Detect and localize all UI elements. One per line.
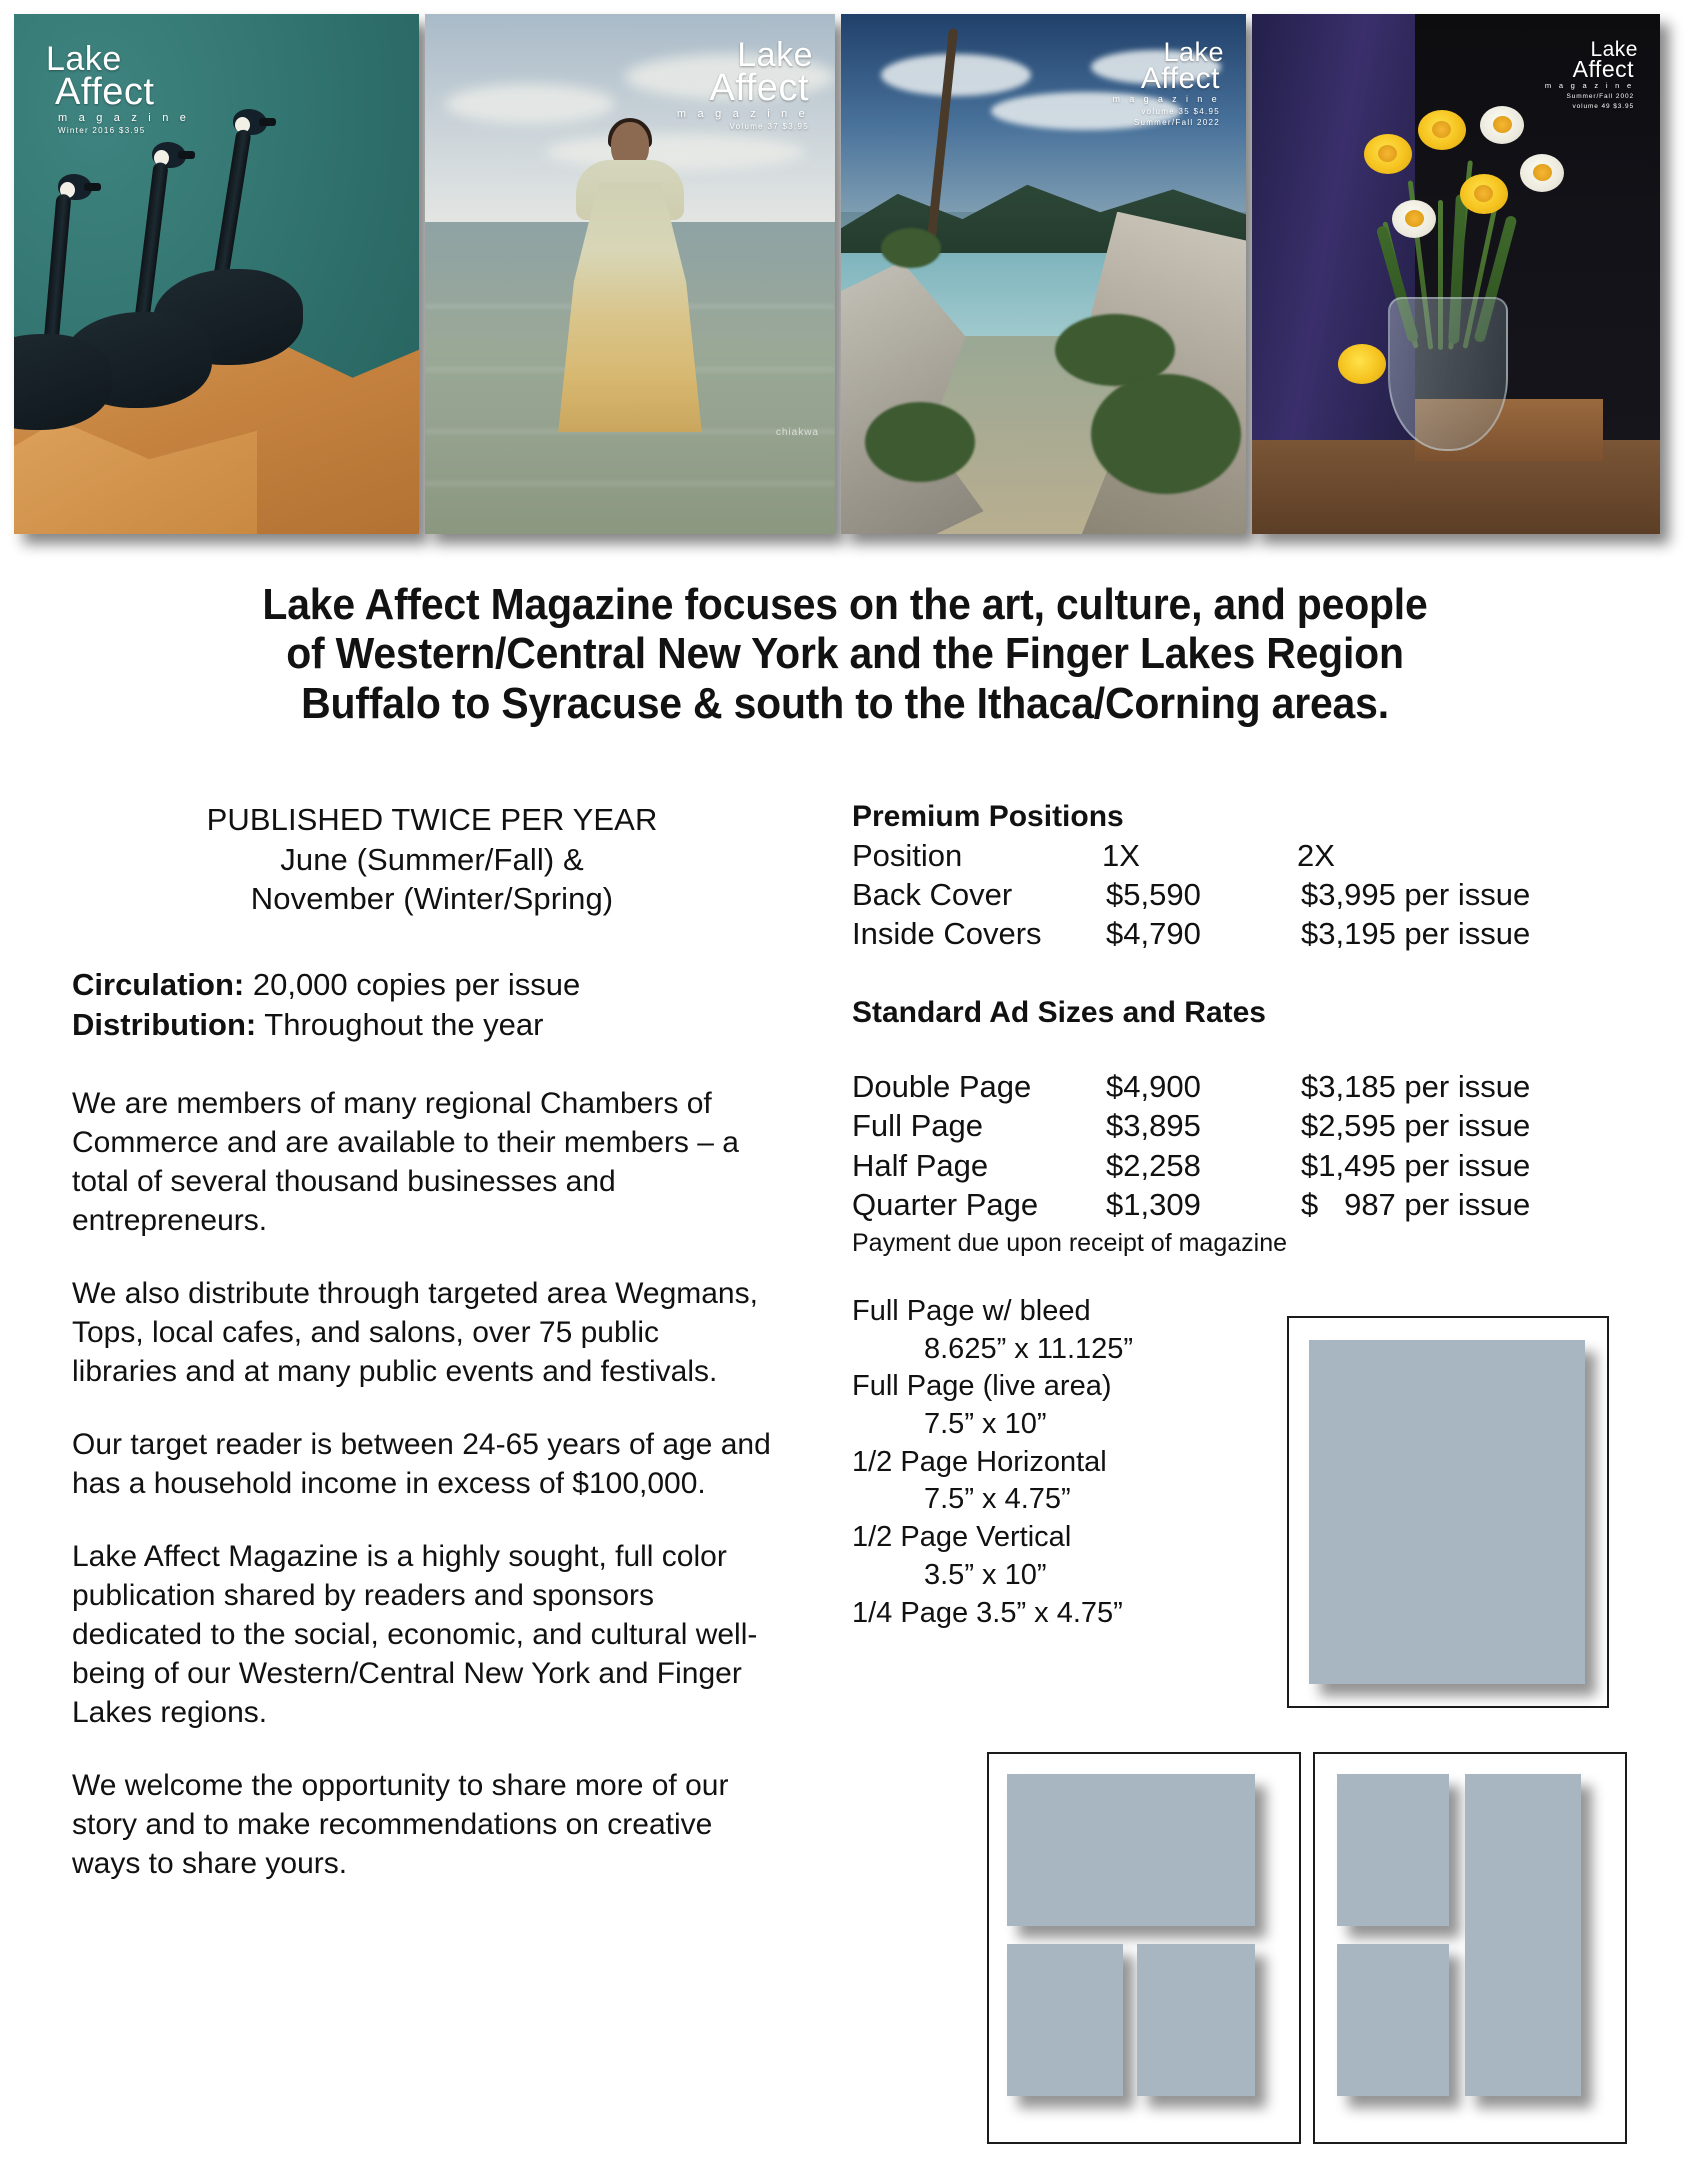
ad-block-quarter-right (1137, 1944, 1255, 2096)
masthead-wordmark: m a g a z i n e (676, 108, 809, 121)
masthead-issue: volume 35 $4.95 (1141, 106, 1220, 116)
spec-half-vertical-label: 1/2 Page Vertical (852, 1521, 1072, 1554)
ad-block-full-page (1309, 1340, 1585, 1684)
spec-full-live-label: Full Page (live area) (852, 1370, 1112, 1403)
diagram-full-page (1287, 1316, 1609, 1708)
table-row (852, 1067, 1612, 1106)
masthead-wordmark: m a g a z i n e (1544, 81, 1634, 91)
daffodil-yellow-4 (1338, 344, 1386, 384)
magazine-covers-strip (14, 14, 1676, 559)
masthead-lake: Lake (1163, 37, 1224, 67)
body-paragraphs (72, 1084, 792, 1883)
ad-block-quarter-left (1007, 1944, 1123, 2096)
left-column (72, 800, 792, 1917)
table-row (852, 1185, 1612, 1224)
premium-rate-2x: $3,995 per issue (1301, 876, 1531, 912)
masthead-issue: Summer/Fall 2002 (1566, 93, 1634, 101)
masthead-issue-2: Summer/Fall 2022 (1133, 118, 1220, 128)
ad-size-name: Quarter Page (852, 1187, 1039, 1223)
ad-rate-1x: $3,895 (1106, 1108, 1201, 1144)
ad-rate-2x: $3,185 per issue (1301, 1069, 1531, 1105)
ad-block-quarter-bottom-left (1337, 1944, 1449, 2096)
masthead-wordmark: m a g a z i n e (1112, 94, 1220, 105)
payment-note: Payment due upon receipt of magazine (852, 1228, 1287, 1257)
premium-positions-heading: Premium Positions (852, 800, 1124, 833)
premium-positions-table (852, 836, 1612, 954)
table-row (852, 914, 1612, 953)
table-row (852, 875, 1612, 914)
table-row (852, 1106, 1612, 1145)
ad-block-half-vertical (1465, 1774, 1581, 2096)
distribution-line (72, 1005, 792, 1045)
ad-rate-2x: $1,495 per issue (1301, 1147, 1531, 1183)
ad-block-quarter-top-left (1337, 1774, 1449, 1926)
ad-rate-2x: $2,595 per issue (1301, 1108, 1531, 1144)
publication-schedule (72, 800, 792, 919)
publication-issue-june: June (Summer/Fall) & (280, 841, 584, 877)
cover2-cloud-3 (545, 134, 805, 170)
ad-size-name: Half Page (852, 1147, 989, 1183)
diagram-half-vertical-and-quarters (1313, 1752, 1627, 2144)
spec-half-horizontal-label: 1/2 Page Horizontal (852, 1445, 1107, 1478)
premium-position-name: Back Cover (852, 876, 1013, 912)
masthead-issue-2: volume 49 $3.95 (1572, 103, 1634, 111)
table-row (852, 1146, 1612, 1185)
circulation-value: 20,000 copies per issue (244, 967, 581, 1003)
cover2-artist-credit: chiakwa (775, 427, 819, 438)
headline-line-2: of Western/Central New York and the Finger Lakes Region (286, 629, 1404, 679)
masthead-affect: Affect (709, 67, 809, 110)
ad-rate-2x: $ 987 per issue (1301, 1187, 1531, 1223)
premium-table-header (852, 836, 1612, 875)
standard-rates-table (852, 1067, 1612, 1224)
standard-rates-heading: Standard Ad Sizes and Rates (852, 995, 1266, 1029)
ad-block-half-horizontal (1007, 1774, 1255, 1926)
masthead-affect: Affect (1140, 61, 1220, 95)
ad-size-name: Double Page (852, 1069, 1032, 1105)
paragraph-target-reader: Our target reader is between 24-65 years of age and has a household income in excess of $100,000. (72, 1427, 771, 1500)
spec-full-bleed-dims: 8.625” x 11.125” (924, 1332, 1134, 1365)
spec-full-bleed-label: Full Page w/ bleed (852, 1295, 1091, 1328)
headline-line-3: Buffalo to Syracuse & south to the Ithaca/Corning areas. (301, 678, 1389, 728)
ad-rate-1x: $4,900 (1106, 1069, 1201, 1105)
distribution-value: Throughout the year (256, 1007, 544, 1043)
cover4-masthead (1545, 40, 1638, 110)
header-1x: 1X (1102, 837, 1140, 873)
publication-frequency: PUBLISHED TWICE PER YEAR (206, 802, 658, 837)
cover-summer-fall-2002 (1252, 14, 1660, 534)
ad-size-name: Full Page (852, 1108, 983, 1144)
ad-rate-1x: $1,309 (1106, 1187, 1201, 1223)
cover-volume-35 (841, 14, 1246, 534)
masthead-issue: Volume 37 $3.95 (729, 122, 809, 132)
masthead-issue: Winter 2016 $3.95 (58, 126, 146, 136)
spec-full-live-dims: 7.5” x 10” (924, 1408, 1047, 1441)
paragraph-publication-profile: Lake Affect Magazine is a highly sought, full color publication shared by readers and sponsors dedicated to the social, economic, and cultural well-being of our Western/Central New York and Finger Lakes regions. (72, 1539, 758, 1729)
headline-line-1: Lake Affect Magazine focuses on the art, culture, and people (262, 580, 1428, 629)
paragraph-distribution-points: We also distribute through targeted area Wegmans, Tops, local cafes, and salons, over 75 public libraries and at many public events and festivals. (72, 1276, 758, 1388)
masthead-lake: Lake (46, 40, 122, 78)
ad-rate-1x: $2,258 (1106, 1147, 1201, 1183)
cover2-masthead (676, 36, 813, 132)
masthead-affect: Affect (55, 71, 155, 114)
header-2x: 2X (1297, 837, 1335, 873)
cover2-cloud-1 (445, 84, 615, 124)
spec-half-vertical-dims: 3.5” x 10” (924, 1558, 1047, 1591)
diagram-half-horizontal-and-quarters (987, 1752, 1301, 2144)
masthead-lake: Lake (1590, 38, 1638, 61)
paragraph-invitation: We welcome the opportunity to share more of our story and to make recommendations on creative ways to share yours. (72, 1768, 729, 1880)
paragraph-memberships: We are members of many regional Chambers of Commerce and are available to their members – a total of several thousand businesses and entrepreneurs. (72, 1086, 739, 1237)
circulation-label: Circulation: (72, 967, 245, 1003)
cover4-vase (1388, 297, 1508, 451)
spec-half-horizontal-dims: 7.5” x 4.75” (924, 1483, 1071, 1516)
cover3-masthead (1112, 37, 1224, 128)
circulation-facts (72, 965, 792, 1046)
cover-winter-2016 (14, 14, 419, 534)
spec-quarter-page: 1/4 Page 3.5” x 4.75” (852, 1596, 1123, 1629)
cover-volume-37 (425, 14, 835, 534)
premium-rate-1x: $4,790 (1106, 916, 1201, 952)
publication-issue-november: November (Winter/Spring) (250, 881, 614, 917)
masthead-wordmark: m a g a z i n e (58, 112, 191, 125)
premium-rate-1x: $5,590 (1106, 876, 1201, 912)
masthead-affect: Affect (1572, 56, 1634, 83)
premium-rate-2x: $3,195 per issue (1301, 916, 1531, 952)
header-position: Position (852, 837, 963, 873)
premium-position-name: Inside Covers (852, 916, 1042, 952)
distribution-label: Distribution: (72, 1007, 257, 1043)
masthead-lake: Lake (737, 36, 813, 74)
cover1-masthead (46, 40, 191, 136)
circulation-line (72, 965, 792, 1005)
page-headline (59, 580, 1631, 728)
